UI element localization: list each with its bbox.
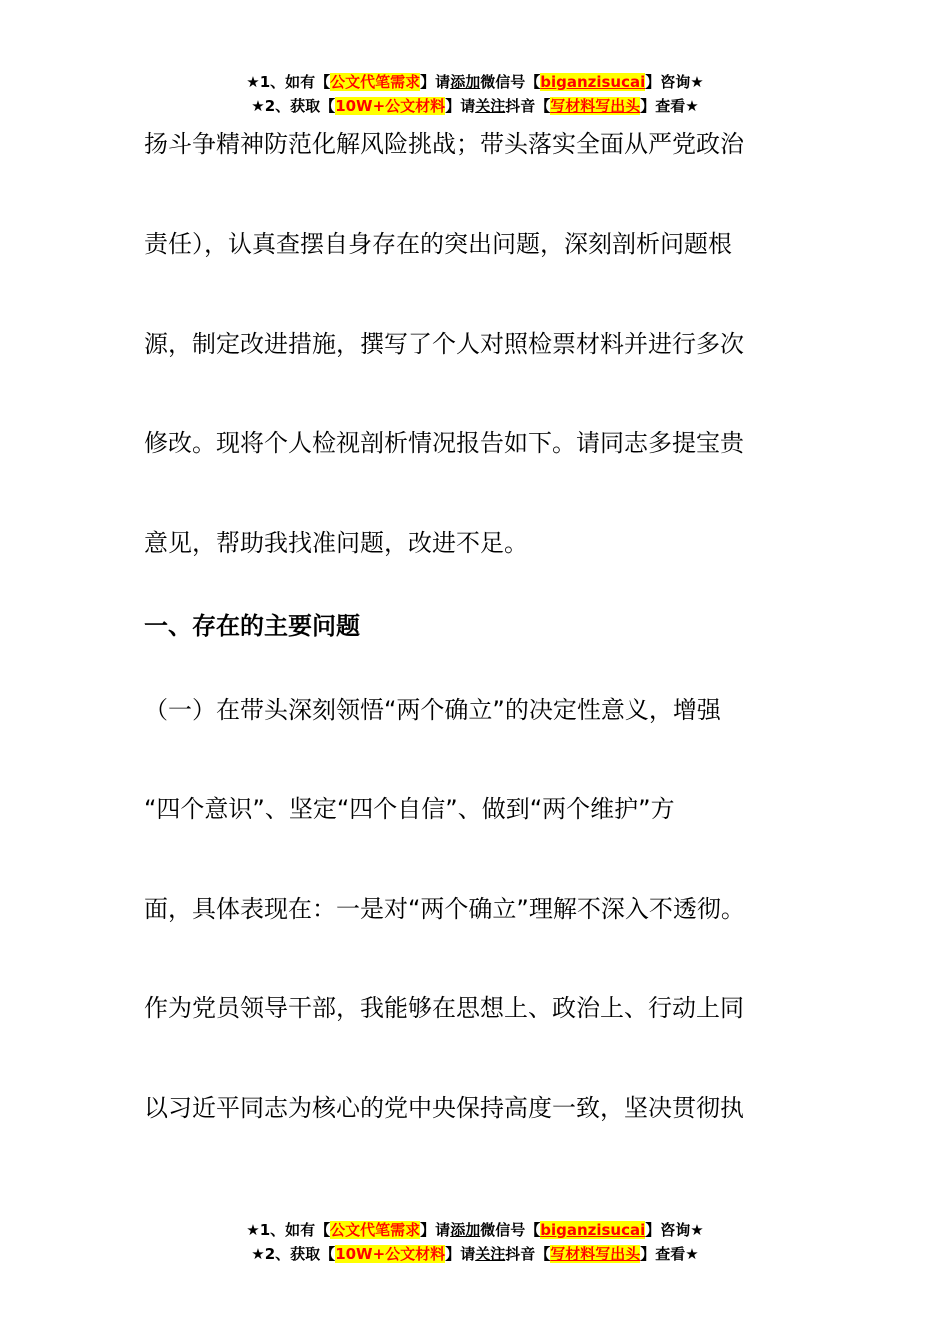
promo-wechat-id: biganzisucai <box>540 73 646 91</box>
promo-underline: 添加 <box>450 1221 481 1239</box>
promo-text: ★1、如有【 <box>246 73 331 91</box>
body-line: 修改。现将个人检视剖析情况报告如下。请同志多提宝贵 <box>144 429 744 457</box>
bottom-promo-banner <box>0 1218 950 1266</box>
promo-highlight: 公文代笔需求 <box>330 73 421 91</box>
body-line: “四个意识”、坚定“四个自信”、做到“两个维护”方 <box>144 795 675 823</box>
promo-text: 】请 <box>420 1221 451 1239</box>
promo-text: 】查看★ <box>640 97 699 115</box>
promo-douyin-id: 写材料写出头 <box>550 97 641 115</box>
promo-underline: 添加 <box>450 73 481 91</box>
promo-text: 微信号【 <box>480 73 541 91</box>
promo-text: ★1、如有【 <box>246 1221 331 1239</box>
body-line: 面，具体表现在：一是对“两个确立”理解不深入不透彻。 <box>144 895 745 923</box>
promo-text: 微信号【 <box>480 1221 541 1239</box>
promo-text: 】咨询★ <box>645 73 704 91</box>
promo-line-2 <box>0 1242 950 1266</box>
promo-underline: 关注 <box>475 97 506 115</box>
promo-highlight: 10W+公文材料 <box>335 1245 446 1263</box>
promo-text: ★2、获取【 <box>251 1245 336 1263</box>
promo-text: 抖音【 <box>505 1245 551 1263</box>
promo-highlight: 公文代笔需求 <box>330 1221 421 1239</box>
section-heading: 一、存在的主要问题 <box>144 612 360 640</box>
top-promo-banner <box>0 70 950 118</box>
promo-text: 】请 <box>420 73 451 91</box>
promo-underline: 关注 <box>475 1245 506 1263</box>
body-line: 扬斗争精神防范化解风险挑战；带头落实全面从严党政治 <box>144 130 744 158</box>
body-line: 责任），认真查摆自身存在的突出问题，深刻剖析问题根 <box>144 230 732 258</box>
body-line: 源，制定改进措施，撰写了个人对照检票材料并进行多次 <box>144 330 744 358</box>
promo-text: 】请 <box>445 1245 476 1263</box>
promo-text: 抖音【 <box>505 97 551 115</box>
promo-line-1 <box>0 1218 950 1242</box>
promo-text: ★2、获取【 <box>251 97 336 115</box>
body-line: 作为党员领导干部，我能够在思想上、政治上、行动上同 <box>144 994 744 1022</box>
promo-line-2 <box>0 94 950 118</box>
body-line: 意见，帮助我找准问题，改进不足。 <box>144 529 528 557</box>
promo-line-1 <box>0 70 950 94</box>
promo-douyin-id: 写材料写出头 <box>550 1245 641 1263</box>
body-line: 以习近平同志为核心的党中央保持高度一致，坚决贯彻执 <box>144 1094 744 1122</box>
promo-text: 】请 <box>445 97 476 115</box>
promo-wechat-id: biganzisucai <box>540 1221 646 1239</box>
promo-text: 】咨询★ <box>645 1221 704 1239</box>
promo-highlight: 10W+公文材料 <box>335 97 446 115</box>
promo-text: 】查看★ <box>640 1245 699 1263</box>
body-line: （一）在带头深刻领悟“两个确立”的决定性意义，增强 <box>144 696 721 724</box>
